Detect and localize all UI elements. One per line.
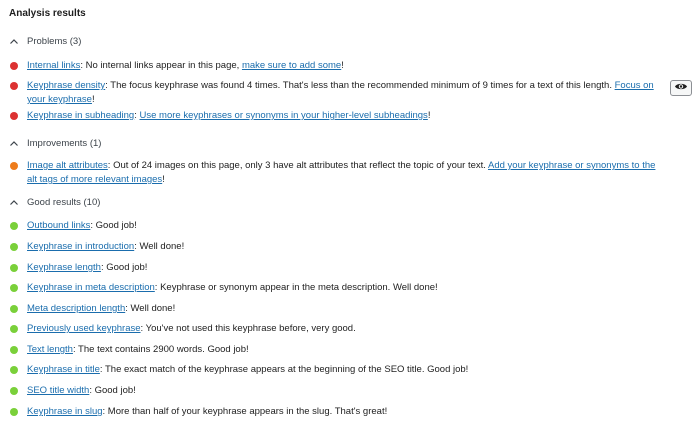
result-link[interactable]: Keyphrase in meta description	[27, 282, 155, 293]
result-link[interactable]: Text length	[27, 344, 73, 355]
result-action-link[interactable]: Add your keyphrase or synonyms to the alt tags of more relevant images	[27, 160, 656, 185]
result-item	[10, 159, 660, 187]
result-item	[10, 281, 660, 295]
result-text-tail: !	[341, 60, 344, 71]
chevron-up-icon	[9, 37, 19, 47]
result-link[interactable]: Internal links	[27, 60, 81, 71]
chevron-up-icon	[9, 139, 19, 149]
status-bullet	[10, 162, 18, 170]
result-text: : The text contains 2900 words. Good job!	[72, 344, 249, 355]
result-item	[10, 109, 660, 123]
result-item	[10, 261, 660, 275]
status-bullet	[10, 112, 18, 120]
status-bullet	[10, 222, 18, 230]
result-text: : Well done!	[125, 303, 176, 314]
result-link[interactable]: Outbound links	[27, 220, 91, 231]
result-text: : You've not used this keyphrase before, very good.	[140, 323, 356, 334]
highlight-keyphrase-button[interactable]	[670, 80, 692, 96]
section-heading: Good results (10)	[27, 197, 101, 208]
status-bullet	[10, 387, 18, 395]
result-link[interactable]: Meta description length	[27, 303, 126, 314]
result-text: : Out of 24 images on this page, only 3 have alt attributes that reflect the topic of your text.	[107, 160, 489, 171]
result-link[interactable]: Previously used keyphrase	[27, 323, 141, 334]
result-text: : More than half of your keyphrase appears in the slug. That's great!	[102, 406, 388, 417]
result-item	[10, 343, 660, 357]
result-text-tail: !	[91, 94, 95, 105]
result-link[interactable]: Keyphrase density	[27, 80, 106, 91]
result-link[interactable]: SEO title width	[27, 385, 90, 396]
result-link[interactable]: Keyphrase length	[27, 262, 101, 273]
status-bullet	[10, 264, 18, 272]
result-text-tail: !	[427, 110, 431, 121]
result-link[interactable]: Keyphrase in subheading	[27, 110, 135, 121]
result-action-link[interactable]: make sure to add some	[241, 60, 342, 71]
section-toggle-good-results[interactable]	[9, 197, 100, 208]
result-action-link[interactable]: Use more keyphrases or synonyms in your higher-level subheadings	[139, 110, 428, 121]
result-text: : Keyphrase or synonym appear in the meta description. Well done!	[154, 282, 438, 293]
status-bullet	[10, 284, 18, 292]
result-link[interactable]: Keyphrase in introduction	[27, 241, 135, 252]
result-link[interactable]: Keyphrase in title	[27, 364, 100, 375]
chevron-up-icon	[9, 198, 19, 208]
result-item	[10, 363, 660, 377]
status-bullet	[10, 325, 18, 333]
status-bullet	[10, 62, 18, 70]
result-item	[10, 219, 660, 233]
result-item	[10, 405, 660, 419]
result-link[interactable]: Image alt attributes	[27, 160, 108, 171]
status-bullet	[10, 305, 18, 313]
result-link[interactable]: Keyphrase in slug	[27, 406, 103, 417]
status-bullet	[10, 82, 18, 90]
section-toggle-problems[interactable]	[9, 36, 81, 47]
result-item	[10, 322, 660, 336]
result-text: :	[134, 110, 140, 121]
section-heading: Problems (3)	[27, 36, 82, 47]
result-text-tail: !	[162, 174, 165, 185]
result-text: : The exact match of the keyphrase appears at the beginning of the SEO title. Good job!	[99, 364, 469, 375]
status-bullet	[10, 346, 18, 354]
result-item	[10, 79, 660, 107]
status-bullet	[10, 408, 18, 416]
result-text: : Good job!	[90, 220, 137, 231]
analysis-results-title: Analysis results	[9, 8, 86, 19]
section-toggle-improvements[interactable]	[9, 138, 101, 149]
result-item	[10, 384, 660, 398]
result-text: : Good job!	[89, 385, 136, 396]
eye-icon	[674, 82, 688, 94]
result-action-link[interactable]: Focus on your keyphrase	[27, 80, 654, 105]
status-bullet	[10, 366, 18, 374]
result-text: : The focus keyphrase was found 4 times. That's less than the recommended minimum of 9 times for a text of this length.	[105, 80, 615, 91]
section-heading: Improvements (1)	[27, 138, 102, 149]
result-text: : Well done!	[134, 241, 185, 252]
result-item	[10, 240, 660, 254]
status-bullet	[10, 243, 18, 251]
result-item	[10, 302, 660, 316]
result-item	[10, 59, 660, 73]
result-text: : No internal links appear in this page,	[80, 60, 242, 71]
result-text: : Good job!	[100, 262, 148, 273]
